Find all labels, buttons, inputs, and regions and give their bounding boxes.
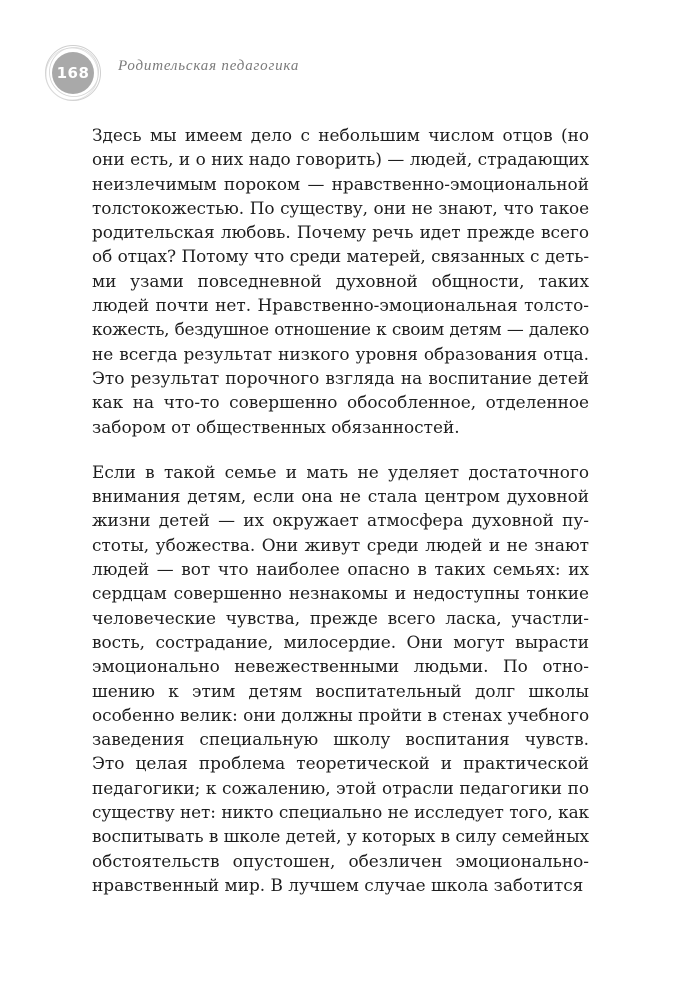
text-line: Это результат порочного взгляда на воспитание детей [92, 367, 589, 388]
text-line: вость, сострадание, милосердие. Они могут вырасти [92, 631, 589, 652]
text-line: заведения специальную школу воспитания чувств. [92, 729, 589, 750]
text-line: людей почти нет. Нравственно-эмоциональная толсто- [92, 295, 589, 316]
text-line: воспитывать в школе детей, у которых в силу семейных [92, 826, 589, 847]
text-line: Это целая проблема теоретической и практической [92, 753, 589, 774]
text-line: кожесть, бездушное отношение к своим детям — далеко [92, 319, 589, 340]
page-number: 168 [56, 64, 90, 82]
text-line: особенно велик: они должны пройти в стенах учебного [92, 704, 590, 725]
text-line: Здесь мы имеем дело с небольшим числом отцов (но [92, 125, 589, 145]
text-line: внимания детям, если она не стала центром духовной [92, 486, 589, 507]
text-line: эмоционально невежественными людьми. По отно- [92, 656, 589, 677]
text-line: Если в такой семье и мать не уделяет достаточного [92, 461, 589, 482]
running-title: Родительская педагогика [118, 58, 300, 74]
text-line: ми узами повседневной духовной общности, таких [92, 270, 589, 291]
paragraph [92, 460, 589, 897]
page-body [92, 123, 589, 897]
text-line: человеческие чувства, прежде всего ласка, участли- [92, 607, 589, 628]
text-line: педагогики; к сожалению, этой отрасли педагогики по [92, 777, 589, 798]
page-header [0, 0, 683, 120]
text-line: жизни детей — их окружает атмосфера духовной пу- [92, 510, 589, 531]
text-line: людей — вот что наиболее опасно в таких семьях: их [92, 559, 589, 580]
text-line: обстоятельств опустошен, обезличен эмоционально- [92, 850, 589, 871]
text-line: не всегда результат низкого уровня образования отца. [92, 343, 589, 364]
paragraph [92, 123, 589, 439]
text-line: родительская любовь. Почему речь идет прежде всего [92, 222, 589, 243]
text-line: забором от общественных обязанностей. [92, 416, 460, 437]
text-line: существу нет: никто специально не исследует того, как [92, 802, 589, 823]
text-line: стоты, убожества. Они живут среди людей и не знают [92, 534, 589, 555]
text-line: как на что-то совершенно обособленное, отделенное [92, 392, 589, 413]
text-line: они есть, и о них надо говорить) — людей, страдающих [92, 149, 589, 170]
text-line: нравственный мир. В лучшем случае школа заботится [92, 874, 584, 895]
text-line: сердцам совершенно незнакомы и недоступны тонкие [92, 583, 589, 604]
text-line: шению к этим детям воспитательный долг школы [92, 680, 589, 701]
text-line: об отцах? Потому что среди матерей, связанных с деть- [92, 246, 589, 267]
text-line: неизлечимым пороком — нравственно-эмоциональной [92, 173, 589, 194]
text-line: толстокожестью. По существу, они не знают, что такое [92, 197, 589, 218]
